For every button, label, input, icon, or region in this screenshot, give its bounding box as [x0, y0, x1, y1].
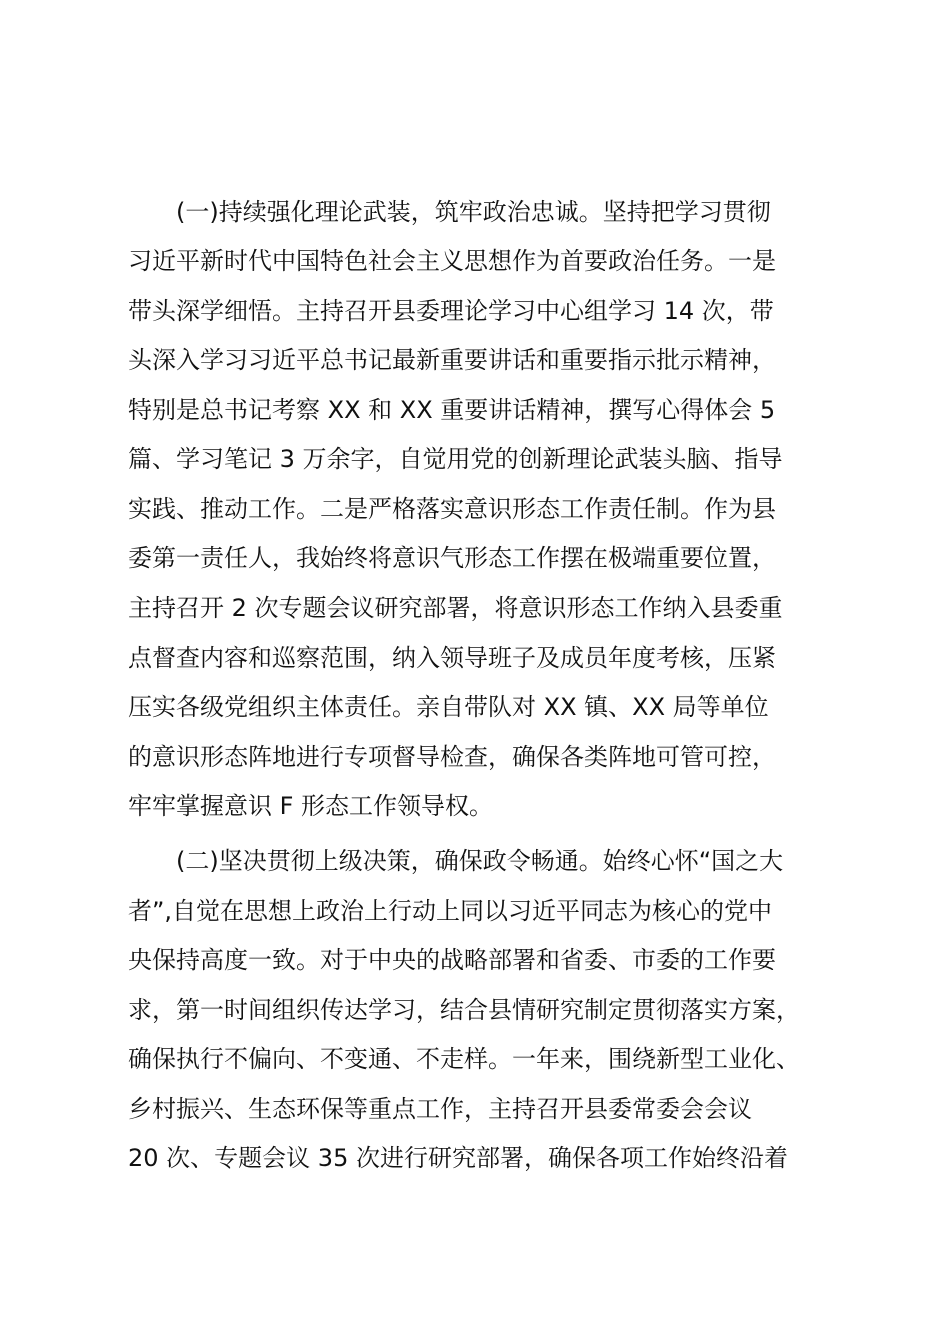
paragraph-2-line-3: 央保持高度一致。对于中央的战略部署和省委、市委的工作要 [128, 946, 776, 974]
paragraph-2-line-1: (二)坚决贯彻上级决策，确保政令畅通。始终心怀“国之大 [176, 847, 784, 875]
paragraph-1-line-9: 主持召开 2 次专题会议研究部署，将意识形态工作纳入县委重 [128, 594, 783, 622]
paragraph-1-line-8: 委第一责任人，我始终将意识气形态工作摆在极端重要位置， [128, 544, 776, 572]
paragraph-1-line-3: 带头深学细悟。主持召开县委理论学习中心组学习 14 次，带 [128, 297, 774, 325]
paragraph-2-line-2: 者”,自觉在思想上政治上行动上同以习近平同志为核心的党中 [128, 897, 773, 925]
paragraph-1-line-10: 点督查内容和巡察范围，纳入领导班子及成员年度考核，压紧 [128, 644, 776, 672]
paragraph-1-line-7: 实践、推动工作。二是严格落实意识形态工作责任制。作为县 [128, 495, 776, 523]
paragraph-1-line-12: 的意识形态阵地进行专项督导检查，确保各类阵地可管可控， [128, 743, 776, 771]
paragraph-1-line-4: 头深入学习习近平总书记最新重要讲话和重要指示批示精神， [128, 346, 776, 374]
paragraph-2-line-6: 乡村振兴、生态环保等重点工作，主持召开县委常委会会议 [128, 1095, 752, 1123]
paragraph-2-line-5: 确保执行不偏向、不变通、不走样。一年来，围绕新型工业化、 [128, 1045, 800, 1073]
paragraph-1-line-1: (一)持续强化理论武装，筑牢政治忠诚。坚持把学习贯彻 [176, 198, 771, 226]
paragraph-1-line-5: 特别是总书记考察 XX 和 XX 重要讲话精神，撰写心得体会 5 [128, 396, 776, 424]
paragraph-1-line-2: 习近平新时代中国特色社会主义思想作为首要政治任务。一是 [128, 247, 776, 275]
paragraph-2-line-7: 20 次、专题会议 35 次进行研究部署，确保各项工作始终沿着 [128, 1144, 788, 1172]
paragraph-2-line-4: 求，第一时间组织传达学习，结合县情研究制定贯彻落实方案， [128, 996, 800, 1024]
paragraph-1-line-6: 篇、学习笔记 3 万余字，自觉用党的创新理论武装头脑、指导 [128, 445, 783, 473]
paragraph-1-line-11: 压实各级党组织主体责任。亲自带队对 XX 镇、XX 局等单位 [128, 693, 769, 721]
paragraph-1-line-13: 牢牢掌握意识 F 形态工作领导权。 [128, 792, 494, 820]
